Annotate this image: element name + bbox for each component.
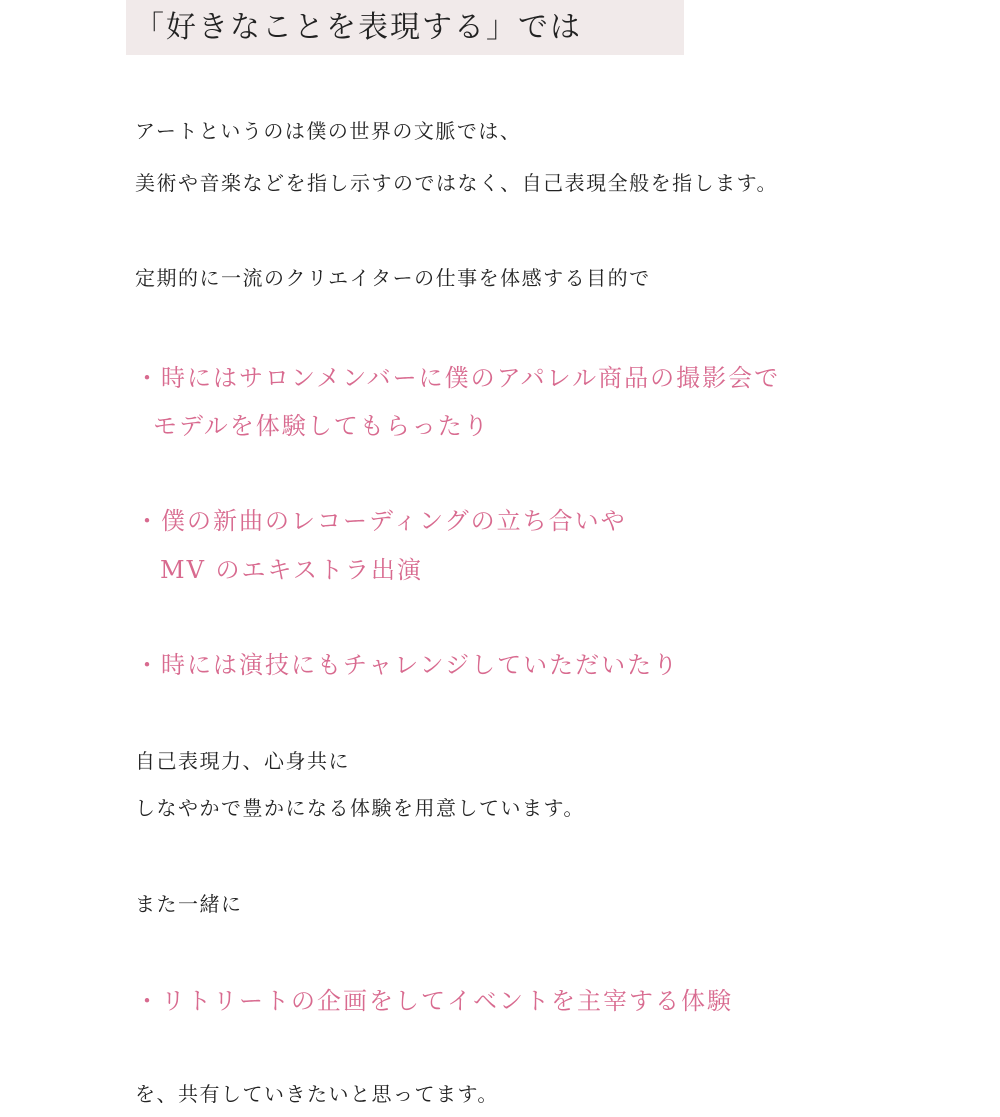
highlight-final-line: ・リトリートの企画をしてイベントを主宰する体験	[135, 987, 733, 1015]
highlight-line-5: ・時には演技にもチャレンジしていただいたり	[135, 651, 680, 679]
highlight-line-1: ・時にはサロンメンバーに僕のアパレル商品の撮影会で	[135, 364, 781, 392]
closing-line-1: 自己表現力、心身共に	[135, 749, 350, 773]
paragraph-line-1: アートというのは僕の世界の文脈では、	[135, 119, 522, 143]
closing-line-2: しなやかで豊かになる体験を用意しています。	[135, 796, 585, 820]
section-heading: 「好きなことを表現する」では	[126, 0, 684, 55]
last-line: を、共有していきたいと思ってます。	[135, 1082, 499, 1106]
paragraph-line-3: 定期的に一流のクリエイターの仕事を体感する目的で	[135, 266, 651, 290]
highlight-line-3: ・僕の新曲のレコーディングの立ち合いや	[135, 507, 627, 535]
paragraph-line-2: 美術や音楽などを指し示すのではなく、自己表現全般を指します。	[135, 171, 778, 195]
highlight-line-4: MV のエキストラ出演	[160, 556, 424, 584]
closing-line-3: また一緒に	[135, 892, 243, 916]
highlight-line-2: モデルを体験してもらったり	[153, 412, 490, 440]
